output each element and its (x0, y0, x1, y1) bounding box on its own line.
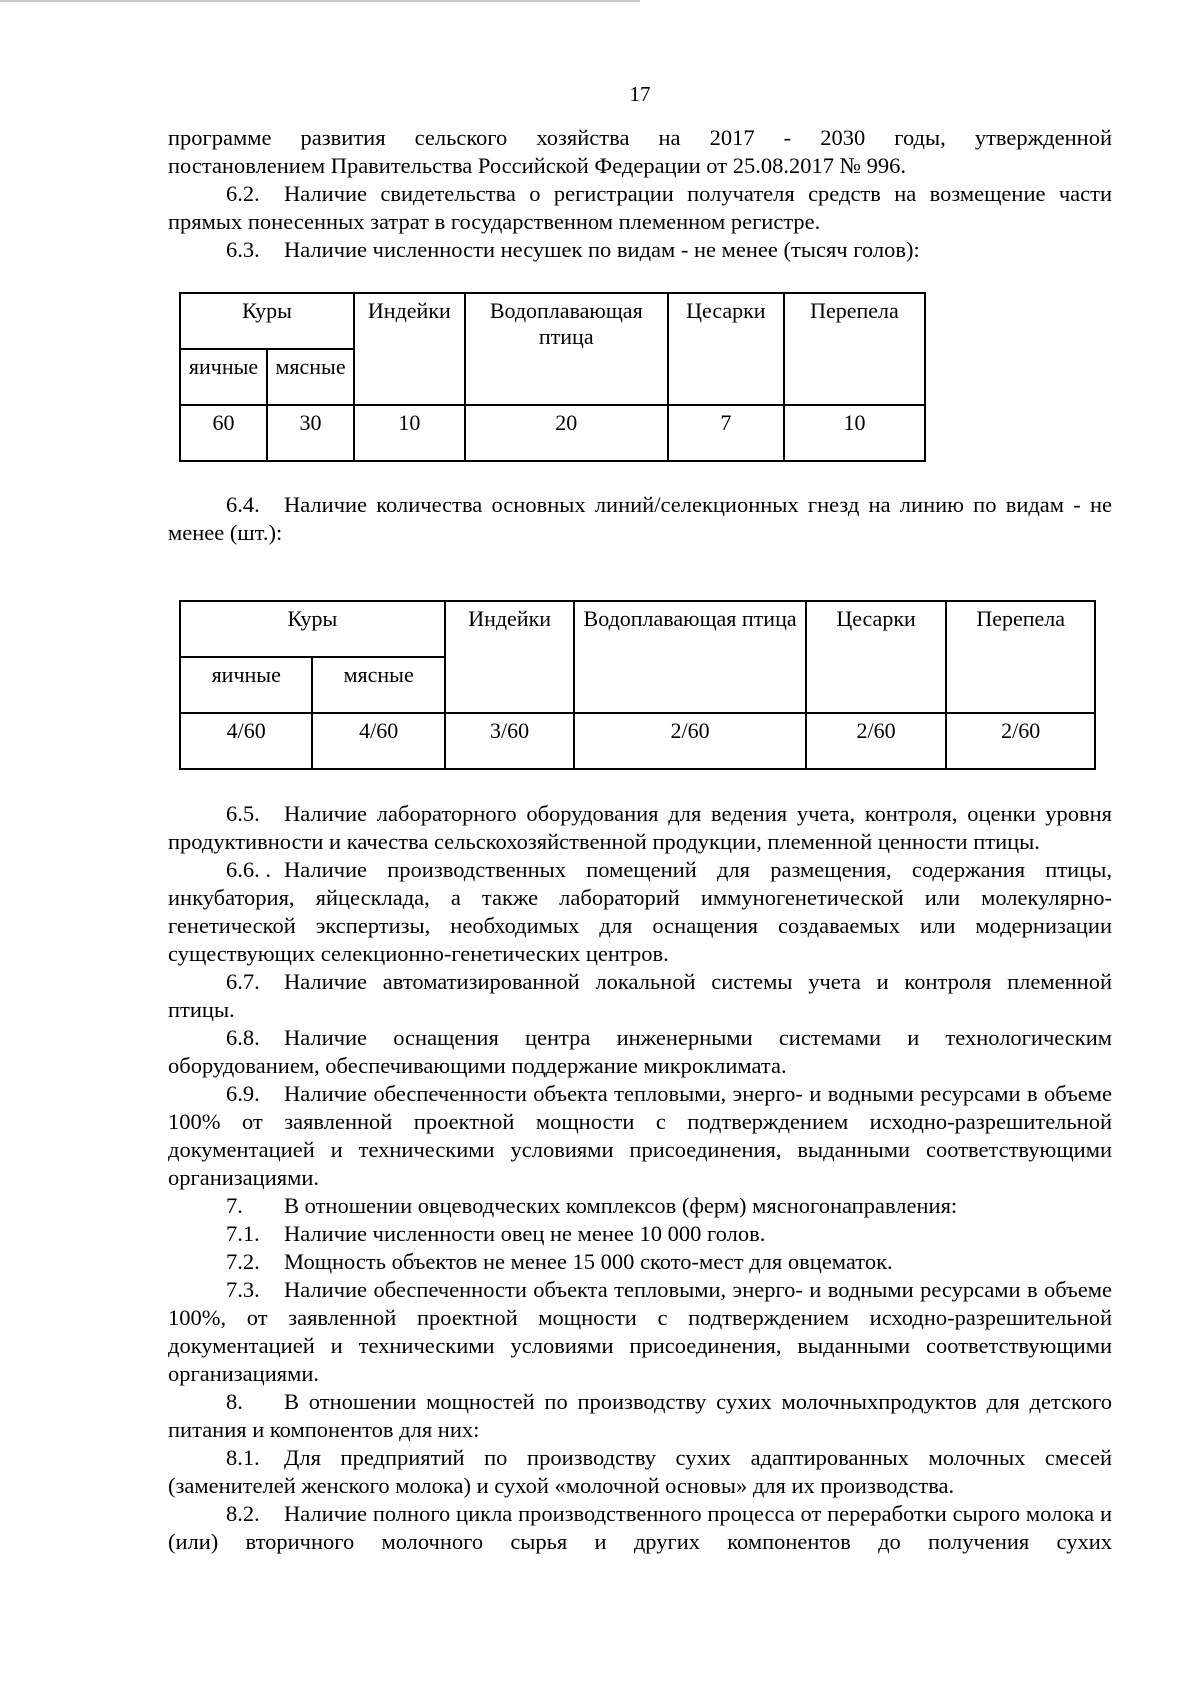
paragraph-6-8 (168, 1024, 1112, 1080)
paragraph-text: программе развития сельского хозяйства на 2017 - 2030 годы, утвержденной (168, 125, 1112, 150)
paragraph-8-2 (168, 1500, 1112, 1556)
paragraph-text: Для предприятий по производству сухих адаптированных молочных смесей (заменителей женского молока) и сухой «молочной основы» для их производства. (168, 1445, 1112, 1498)
paragraph-text: Мощность объектов не менее 15 000 ското-мест для овцематок. (284, 1249, 893, 1274)
clause-number: 8. (226, 1389, 243, 1414)
header-turkeys: Индейки (354, 293, 465, 405)
clause-number: 6.5. (226, 801, 260, 826)
paragraph-text: Наличие обеспеченности объекта тепловыми, энерго- и водными ресурсами в объеме 100% от заявленной проектной мощности с подтверждением исходно-разрешительной документацией и техническими условиями присоединения, выданными соответствующими организациями. (168, 1081, 1112, 1190)
text-block-3 (168, 800, 1112, 1556)
header-waterfowl: Водоплавающая птица (574, 601, 805, 713)
value-cell: 30 (267, 405, 354, 461)
header-quail: Перепела (784, 293, 925, 405)
paragraph-8-1 (168, 1444, 1112, 1500)
paragraph-text: Наличие свидетельства о регистрации получателя средств на возмещение части прямых понесенных затрат в государственном племенном регистре. (168, 181, 1112, 234)
paragraph-text: Наличие количества основных линий/селекционных гнезд на линию по видам - не менее (шт.): (168, 492, 1112, 545)
header-chickens: Куры (180, 601, 445, 657)
header-guinea-fowl: Цесарки (668, 293, 784, 405)
clause-number: 8.1. (226, 1445, 260, 1470)
paragraph-6-3 (168, 236, 1112, 264)
paragraph-text: Наличие численности овец не менее 10 000 голов. (284, 1221, 766, 1246)
breeding-lines-table (179, 600, 1096, 770)
paragraph-text: В отношении овцеводческих комплексов (ферм) мясногонаправления: (284, 1193, 958, 1218)
paragraph-text: Наличие лабораторного оборудования для ведения учета, контроля, оценки уровня продуктивности и качества сельскохозяйственной продукции, племенной ценности птицы. (168, 801, 1112, 854)
paragraph-7-1 (168, 1220, 1112, 1248)
paragraph-text: Наличие обеспеченности объекта тепловыми, энерго- и водными ресурсами в объеме 100%, от заявленной проектной мощности с подтверждением исходно-разрешительной документацией и техническими условиями присоединения, выданными соответствующими организациями. (168, 1277, 1112, 1386)
value-cell: 3/60 (445, 713, 574, 769)
paragraph-text: Наличие численности несушек по видам - не менее (тысяч голов): (284, 237, 920, 262)
header-waterfowl: Водоплавающая птица (465, 293, 668, 405)
value-cell: 7 (668, 405, 784, 461)
clause-number: 7.1. (226, 1221, 260, 1246)
paragraph-6-7 (168, 968, 1112, 1024)
paragraph-6-5 (168, 800, 1112, 856)
paragraph-7 (168, 1192, 1112, 1220)
paragraph-6-9 (168, 1080, 1112, 1192)
text-block-2 (168, 491, 1112, 547)
header-turkeys: Индейки (445, 601, 574, 713)
header-chickens-egg: яичные (180, 349, 267, 405)
paragraph-6-2 (168, 180, 1112, 236)
value-cell: 10 (784, 405, 925, 461)
header-quail: Перепела (946, 601, 1095, 713)
clause-number: 6.4. (226, 492, 260, 517)
clause-number: 6.8. (226, 1025, 260, 1050)
value-cell: 2/60 (946, 713, 1095, 769)
paragraph-6-6 (168, 856, 1112, 968)
value-cell: 4/60 (180, 713, 312, 769)
clause-number: 6.7. (226, 969, 260, 994)
hens-count-table (179, 292, 926, 462)
page-number: 17 (629, 82, 651, 106)
header-chickens-egg: яичные (180, 657, 312, 713)
clause-number: 7. (226, 1193, 243, 1218)
value-cell: 2/60 (574, 713, 805, 769)
value-cell: 2/60 (806, 713, 947, 769)
value-cell: 10 (354, 405, 465, 461)
clause-number: 6.2. (226, 181, 260, 206)
paragraph-8 (168, 1388, 1112, 1444)
clause-number: 8.2. (226, 1501, 260, 1526)
paragraph-text: Наличие производственных помещений для размещения, содержания птицы, инкубатория, яйцесклада, а также лабораторий иммуногенетической или молекулярно-генетической экспертизы, необходимых для оснащения создаваемых или модернизации существующих селекционно-генетических центров. (168, 857, 1112, 966)
paragraph-7-3 (168, 1276, 1112, 1388)
header-chickens: Куры (180, 293, 354, 349)
scan-edge-line (0, 0, 640, 2)
paragraph (168, 152, 1112, 180)
paragraph-text: постановлением Правительства Российской Федерации от 25.08.2017 № 996. (168, 153, 907, 178)
header-chickens-meat: мясные (267, 349, 354, 405)
paragraph-6-4 (168, 491, 1112, 547)
paragraph-text: Наличие автоматизированной локальной системы учета и контроля племенной птицы. (168, 969, 1112, 1022)
paragraph (168, 124, 1112, 152)
paragraph-text: Наличие полного цикла производственного процесса от переработки сырого молока и (или) вторичного молочного сырья и других компонентов до получения сухих (168, 1501, 1112, 1554)
value-cell: 4/60 (312, 713, 444, 769)
clause-number: 7.2. (226, 1249, 260, 1274)
clause-number: 7.3. (226, 1277, 260, 1302)
clause-number: 6.6. . (226, 857, 271, 882)
value-cell: 60 (180, 405, 267, 461)
text-block-1 (168, 124, 1112, 264)
value-cell: 20 (465, 405, 668, 461)
clause-number: 6.9. (226, 1081, 260, 1106)
paragraph-text: Наличие оснащения центра инженерными системами и технологическим оборудованием, обеспечивающими поддержание микроклимата. (168, 1025, 1112, 1078)
header-guinea-fowl: Цесарки (806, 601, 947, 713)
clause-number: 6.3. (226, 237, 260, 262)
paragraph-7-2 (168, 1248, 1112, 1276)
paragraph-text: В отношении мощностей по производству сухих молочныхпродуктов для детского питания и компонентов для них: (168, 1389, 1112, 1442)
header-chickens-meat: мясные (312, 657, 444, 713)
